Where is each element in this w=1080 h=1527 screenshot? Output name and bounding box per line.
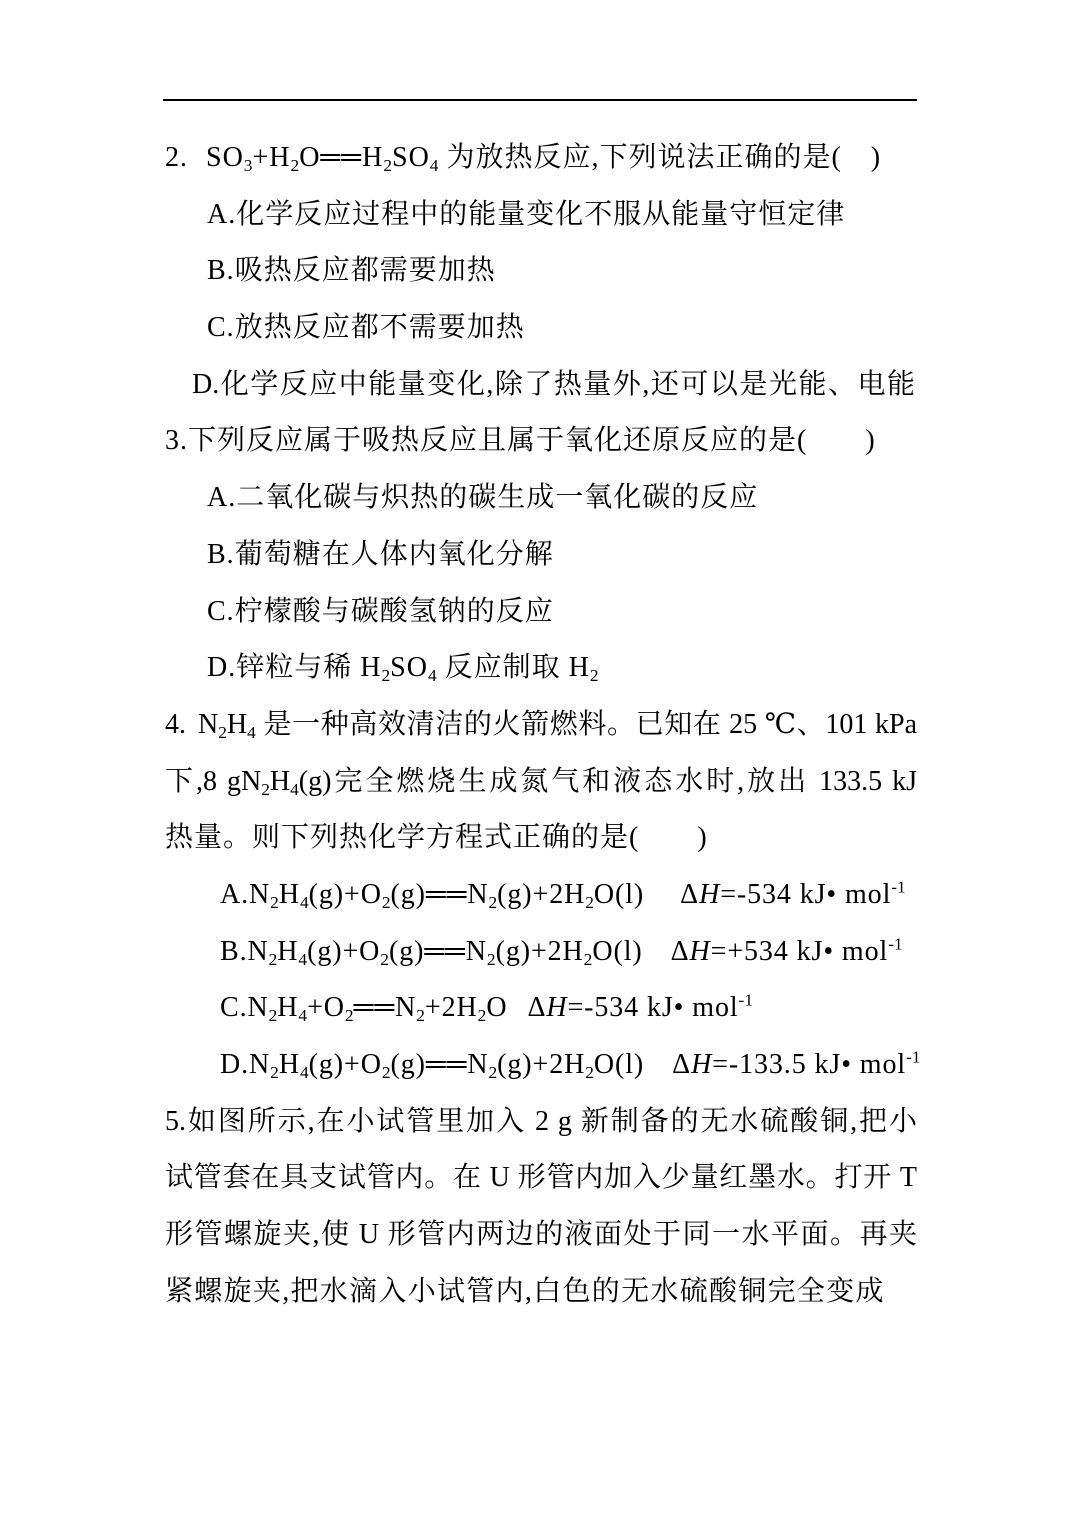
- subscript: 2: [344, 1006, 354, 1026]
- option-label: B.: [207, 538, 235, 570]
- superscript: -1: [738, 990, 754, 1010]
- text-run: 下列反应属于吸热反应且属于氧化还原反应的是( ): [188, 425, 876, 457]
- text-run: =-133.5 kJ• mol: [712, 1049, 907, 1080]
- text-run: (g)══N: [390, 878, 489, 910]
- text-run: N: [247, 992, 269, 1024]
- text-run: (g)+2H: [497, 878, 586, 910]
- text-run: (g)+O: [307, 935, 381, 967]
- option-label: D.: [220, 1049, 250, 1080]
- option-a: [207, 470, 1080, 527]
- question-stem-line-3: [165, 1207, 917, 1264]
- subscript: 4: [247, 722, 256, 742]
- text-run: (g)══N: [390, 1049, 489, 1080]
- option-label: A.: [220, 878, 250, 910]
- subscript: 2: [381, 666, 391, 686]
- subscript: 2: [268, 949, 278, 969]
- subscript: 2: [416, 1006, 425, 1026]
- italic-symbol: H: [691, 1049, 713, 1080]
- question-number: 2.: [165, 142, 188, 173]
- subscript: 2: [268, 1006, 278, 1026]
- text-run: Δ: [680, 878, 700, 910]
- text-run: H: [277, 935, 299, 967]
- option-d: [207, 640, 1080, 697]
- text-run: 化学反应中能量变化,除了热量外,还可以是光能、电能: [219, 368, 915, 400]
- superscript: -1: [906, 1047, 921, 1067]
- question-number: 3.: [165, 425, 188, 457]
- question-stem-line-2: [165, 754, 917, 811]
- text-run: =+534 kJ• mol: [710, 935, 889, 967]
- text-run: SO: [206, 142, 244, 173]
- option-label: D.: [207, 652, 237, 684]
- text-run: 吸热反应都需要加热: [234, 255, 496, 287]
- text-run: ══N: [353, 992, 417, 1024]
- subscript: 4: [299, 892, 309, 912]
- question-number: 5.: [165, 1105, 186, 1137]
- option-label: B.: [220, 935, 248, 967]
- subscript: 2: [589, 666, 599, 686]
- subscript: 4: [429, 155, 439, 175]
- text-run: O: [486, 992, 508, 1024]
- text-run: (g)+2H: [497, 1049, 586, 1080]
- question-stem-line-3: [165, 810, 917, 867]
- text-run: 葡萄糖在人体内氧化分解: [234, 538, 554, 570]
- subscript: 2: [381, 892, 391, 912]
- italic-symbol: H: [699, 878, 721, 910]
- enthalpy-change: [527, 992, 753, 1023]
- subscript: 4: [298, 949, 308, 969]
- subscript: 2: [381, 1062, 391, 1082]
- text-run: SO: [390, 652, 428, 684]
- subscript: 2: [477, 1006, 487, 1026]
- header-rule: [163, 99, 917, 101]
- subscript: 3: [243, 155, 253, 175]
- italic-symbol: H: [689, 935, 711, 967]
- text-run: 如图所示,在小试管里加入 2 g 新制备的无水硫酸铜,把小: [186, 1105, 917, 1137]
- subscript: 2: [380, 949, 389, 969]
- enthalpy-change: [680, 879, 906, 910]
- text-run: 反应制取 H: [436, 652, 590, 684]
- option-c: [207, 584, 1080, 641]
- text-run: Δ: [670, 935, 690, 967]
- text-run: H: [277, 992, 299, 1024]
- subscript: 2: [488, 892, 498, 912]
- question-4: [0, 697, 1080, 1094]
- text-run: H: [278, 878, 300, 910]
- text-run: H: [226, 708, 248, 740]
- option-b: [207, 243, 1080, 300]
- text-run: (g)+O: [308, 1049, 382, 1080]
- text-run: (g)+O: [308, 878, 382, 910]
- subscript: 4: [298, 1006, 308, 1026]
- text-run: (g)完全燃烧生成氮气和液态水时,放出 133.5 kJ: [298, 765, 917, 797]
- text-run: 试管套在具支试管内。在 U 形管内加入少量红墨水。打开 T: [165, 1162, 917, 1194]
- question-stem-line-4: [165, 1264, 917, 1321]
- text-run: (g)+2H: [495, 935, 584, 967]
- question-2: [0, 130, 1080, 413]
- text-run: 紧螺旋夹,把水滴入小试管内,白色的无水硫酸铜完全变成: [165, 1275, 885, 1307]
- subscript: 2: [585, 1062, 594, 1082]
- text-run: Δ: [527, 992, 547, 1024]
- superscript: -1: [891, 877, 906, 897]
- italic-symbol: H: [546, 992, 568, 1024]
- option-c: [220, 980, 1080, 1037]
- option-b: [220, 924, 1080, 981]
- text-run: 为放热反应,下列说法正确的是( ): [438, 142, 882, 173]
- question-stem-line-1: [165, 1094, 917, 1151]
- question-stem-line-1: [165, 413, 917, 470]
- option-label: B.: [207, 255, 235, 287]
- page-content: [0, 130, 1080, 1320]
- option-label: C.: [220, 992, 248, 1024]
- subscript: 2: [290, 155, 300, 175]
- subscript: 2: [270, 892, 279, 912]
- text-run: 锌粒与稀 H: [236, 652, 382, 684]
- option-label: A.: [207, 198, 237, 230]
- subscript: 4: [427, 666, 437, 686]
- option-d: [192, 357, 915, 414]
- text-run: N: [198, 708, 219, 740]
- option-label: A.: [207, 482, 237, 514]
- subscript: 2: [486, 949, 496, 969]
- text-run: O(l): [593, 878, 645, 910]
- text-run: 柠檬酸与碳酸氢钠的反应: [234, 595, 554, 627]
- subscript: 2: [261, 779, 270, 799]
- text-run: 放热反应都不需要加热: [234, 312, 525, 344]
- question-stem-line-1: [165, 697, 917, 754]
- text-run: N: [247, 935, 269, 967]
- question-5: [0, 1094, 1080, 1321]
- option-a: [207, 187, 1080, 244]
- enthalpy-change: [672, 1049, 920, 1080]
- superscript: -1: [888, 934, 903, 954]
- text-run: (g)══N: [388, 935, 487, 967]
- option-b: [207, 527, 1080, 584]
- subscript: 4: [299, 1062, 309, 1082]
- text-run: =-534 kJ• mol: [720, 878, 892, 910]
- option-label: C.: [207, 595, 235, 627]
- text-run: 形管螺旋夹,使 U 形管内两边的液面处于同一水平面。再夹: [165, 1219, 917, 1251]
- text-run: Δ: [672, 1049, 692, 1080]
- subscript: 2: [383, 155, 392, 175]
- text-run: N: [249, 1049, 271, 1080]
- question-number: 4.: [165, 708, 186, 740]
- question-stem-line-2: [165, 1150, 917, 1207]
- subscript: 2: [488, 1062, 498, 1082]
- subscript: 2: [218, 722, 227, 742]
- text-run: 下,8 gN: [165, 765, 262, 797]
- text-run: 化学反应过程中的能量变化不服从能量守恒定律: [236, 198, 846, 230]
- subscript: 2: [270, 1062, 279, 1082]
- question-3: [0, 413, 1080, 696]
- text-run: +2H: [424, 992, 478, 1024]
- option-c: [207, 300, 1080, 357]
- subscript: 2: [585, 892, 594, 912]
- text-run: H: [269, 765, 291, 797]
- text-run: =-534 kJ• mol: [567, 992, 739, 1024]
- question-stem-line-1: [165, 130, 917, 187]
- text-run: H: [278, 1049, 300, 1080]
- option-label: C.: [207, 312, 235, 344]
- text-run: 是一种高效清洁的火箭燃料。已知在 25 ℃、101 kPa: [255, 708, 917, 740]
- text-run: +O: [307, 992, 345, 1024]
- text-run: 二氧化碳与炽热的碳生成一氧化碳的反应: [236, 482, 759, 514]
- text-run: O(l): [593, 1049, 645, 1080]
- text-run: O══H: [299, 142, 384, 173]
- option-a: [220, 867, 1080, 924]
- subscript: 4: [290, 779, 299, 799]
- enthalpy-change: [671, 936, 903, 967]
- subscript: 2: [583, 949, 593, 969]
- text-run: N: [249, 878, 271, 910]
- text-run: +H: [252, 142, 291, 173]
- text-run: SO: [392, 142, 430, 173]
- text-run: 热量。则下列热化学方程式正确的是( ): [165, 822, 708, 854]
- option-d: [220, 1037, 1080, 1094]
- text-run: O(l): [592, 935, 643, 967]
- option-label: D.: [192, 368, 220, 400]
